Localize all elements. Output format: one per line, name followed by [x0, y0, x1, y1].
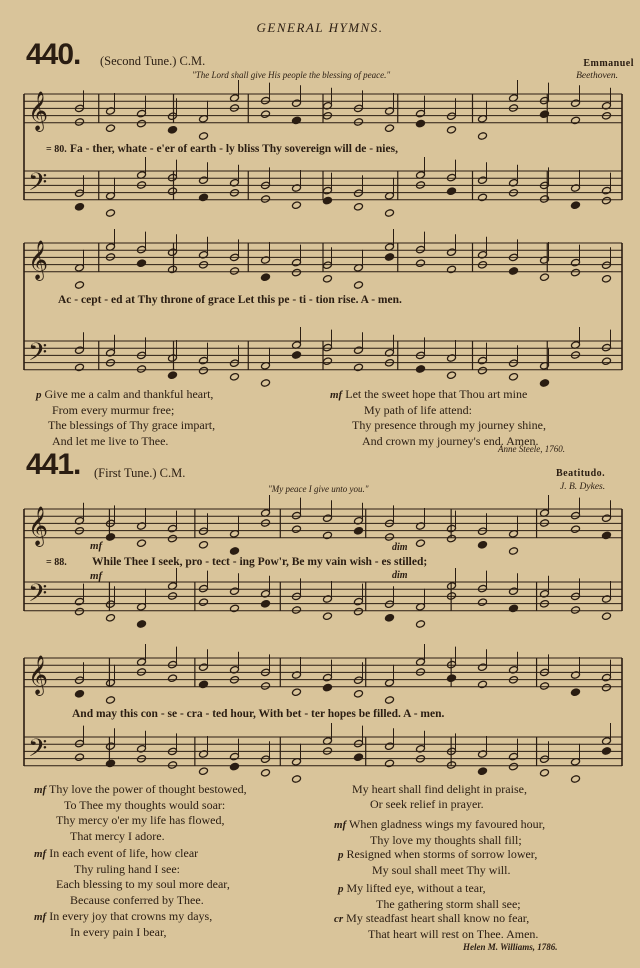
note-head	[261, 682, 271, 691]
note-head	[199, 193, 209, 202]
verse-line: Because conferred by Thee.	[70, 892, 204, 907]
verse-line: Give me a calm and thankful heart,	[44, 387, 214, 401]
note-head	[416, 119, 426, 128]
treble-clef: 𝄞	[28, 655, 49, 695]
verse-block	[334, 911, 538, 942]
dynamic-mark: mf	[90, 570, 103, 582]
verse-line: In every joy that crowns my days,	[49, 909, 213, 923]
dynamic-mark: mf	[334, 819, 347, 831]
note-head	[106, 696, 116, 705]
note-head	[571, 268, 581, 277]
note-head	[75, 189, 85, 198]
verse-block	[34, 909, 212, 940]
note-head	[354, 676, 364, 685]
scripture-quote: "The Lord shall give His people the blessing of peace."	[192, 70, 391, 80]
hymn-number: 441.	[26, 448, 81, 481]
note-head	[354, 346, 364, 355]
note-head	[75, 203, 85, 212]
verse-line: My path of life attend:	[364, 403, 472, 418]
note-head	[199, 584, 209, 593]
note-head	[540, 96, 550, 105]
verse-block	[330, 387, 546, 449]
dynamic-mark: mf	[330, 389, 343, 401]
note-head	[602, 343, 612, 352]
note-head	[292, 688, 302, 697]
bass-clef: 𝄢	[28, 734, 48, 769]
note-head	[106, 533, 116, 542]
note-head	[323, 612, 333, 621]
note-head	[261, 96, 271, 105]
composer: Beethoven.	[576, 71, 618, 81]
note-head	[602, 683, 612, 692]
note-head	[571, 201, 581, 210]
verse-line: That heart will rest on Thee. Amen.	[368, 927, 539, 942]
note-head	[292, 606, 302, 615]
note-head	[137, 259, 147, 268]
note-head	[261, 195, 271, 204]
note-head	[230, 267, 240, 276]
note-head	[385, 742, 395, 751]
verse-line: Resigned when storms of sorrow lower,	[346, 847, 538, 861]
note-head	[168, 173, 178, 182]
note-head	[137, 539, 147, 548]
note-head	[571, 258, 581, 267]
note-head	[292, 525, 302, 534]
note-head	[75, 363, 85, 372]
verse-line: My heart shall find delight in praise,	[352, 782, 527, 796]
note-head	[323, 343, 333, 352]
note-head	[230, 373, 240, 382]
verse-block	[334, 782, 527, 812]
verse-line: Let the sweet hope that Thou art mine	[345, 387, 528, 401]
note-head	[199, 680, 209, 689]
verse-line: Thy love the power of thought bestowed,	[49, 782, 247, 796]
note-head	[261, 769, 271, 778]
note-head	[323, 673, 333, 682]
verse-line: When gladness wings my favoured hour,	[349, 817, 546, 831]
verse-line: My lifted eye, without a tear,	[346, 881, 486, 895]
hymn-number: 440.	[26, 38, 81, 71]
note-head	[199, 132, 209, 141]
note-head	[292, 201, 302, 210]
treble-clef: 𝄞	[28, 506, 49, 546]
note-head	[199, 176, 209, 185]
note-head	[478, 541, 488, 550]
note-head	[540, 195, 550, 204]
note-head	[571, 525, 581, 534]
note-head	[571, 606, 581, 615]
note-head	[571, 116, 581, 125]
verse-line: Each blessing to my soul more dear,	[56, 877, 230, 892]
note-head	[416, 365, 426, 374]
note-head	[137, 109, 147, 118]
note-head	[354, 118, 364, 127]
verse-line: That mercy I adore.	[70, 828, 165, 843]
note-head	[354, 690, 364, 699]
dynamic-mark: dim	[392, 542, 408, 553]
note-head	[540, 110, 550, 119]
note-head	[292, 351, 302, 360]
note-head	[385, 614, 395, 623]
verse-block	[34, 846, 230, 908]
note-head	[354, 203, 364, 212]
note-head	[75, 676, 85, 685]
note-head	[168, 660, 178, 669]
note-head	[230, 359, 240, 368]
note-head	[75, 346, 85, 355]
note-head	[168, 187, 178, 196]
note-head	[323, 196, 333, 205]
note-head	[385, 696, 395, 705]
note-head	[354, 189, 364, 198]
note-head	[416, 539, 426, 548]
note-head	[199, 527, 209, 536]
note-head	[571, 511, 581, 520]
note-head	[447, 173, 457, 182]
note-head	[602, 612, 612, 621]
lyric-line: Fa - ther, whate - e'er of earth - ly bliss Thy sovereign will de - nies,	[70, 143, 398, 155]
lyric-line: And may this con - se - cra - ted hour, With bet - ter hopes be filled. A - men.	[72, 708, 445, 720]
note-head	[75, 281, 85, 290]
note-head	[416, 245, 426, 254]
note-head	[75, 739, 85, 748]
note-head	[292, 775, 302, 784]
note-head	[602, 275, 612, 284]
note-head	[447, 371, 457, 380]
note-head	[602, 531, 612, 540]
note-head	[540, 682, 550, 691]
note-head	[261, 379, 271, 388]
verse-line: The blessings of Thy grace impart,	[48, 418, 216, 433]
verse-line: Thy presence through my journey shine,	[352, 418, 546, 433]
verse-line: Thy mercy o'er my life has flowed,	[56, 813, 225, 828]
note-head	[199, 598, 209, 607]
note-head	[199, 366, 209, 375]
note-head	[602, 261, 612, 270]
note-head	[509, 587, 519, 596]
note-head	[261, 110, 271, 119]
tune-label: (Second Tune.) C.M.	[100, 54, 206, 68]
note-head	[168, 761, 178, 770]
note-head	[540, 379, 550, 388]
note-head	[323, 275, 333, 284]
note-head	[75, 753, 85, 762]
note-head	[478, 176, 488, 185]
note-head	[261, 600, 271, 609]
verse-block	[338, 847, 537, 878]
note-head	[168, 112, 178, 121]
note-head	[540, 755, 550, 764]
note-head	[509, 752, 519, 761]
note-head	[292, 511, 302, 520]
note-head	[323, 683, 333, 692]
verse-line: To Thee my thoughts would soar:	[64, 798, 226, 813]
tune-name: Emmanuel	[583, 58, 634, 69]
note-head	[137, 620, 147, 629]
note-head	[509, 762, 519, 771]
dynamic-mark: cr	[334, 913, 344, 925]
verse-block	[338, 881, 521, 912]
note-head	[509, 604, 519, 613]
dynamic-mark: dim	[392, 570, 408, 581]
note-head	[478, 680, 488, 689]
lyric-line: Ac - cept - ed at Thy throne of grace Let this pe - ti - tion rise. A - men.	[58, 294, 402, 306]
note-head	[354, 597, 364, 606]
scripture-quote: "My peace I give unto you."	[268, 484, 369, 494]
note-head	[354, 281, 364, 290]
note-head	[447, 112, 457, 121]
note-head	[478, 663, 488, 672]
note-head	[602, 673, 612, 682]
author-credit: Helen M. Williams, 1786.	[463, 942, 558, 952]
dynamic-mark: mf	[34, 911, 47, 923]
note-head	[354, 607, 364, 616]
note-head	[199, 541, 209, 550]
note-head	[385, 759, 395, 768]
note-head	[106, 124, 116, 133]
note-head	[571, 775, 581, 784]
note-head	[323, 261, 333, 270]
bass-clef: 𝄢	[28, 579, 48, 614]
note-head	[292, 258, 302, 267]
note-head	[509, 267, 519, 276]
note-head	[354, 527, 364, 536]
note-head	[199, 663, 209, 672]
note-head	[447, 126, 457, 135]
note-head	[354, 363, 364, 372]
note-head	[602, 196, 612, 205]
note-head	[602, 186, 612, 195]
note-head	[602, 357, 612, 366]
note-head	[168, 248, 178, 257]
verse-line: Thy love my thoughts shall fill;	[370, 833, 522, 848]
verse-line: In each event of life, how clear	[49, 846, 199, 860]
bass-clef: 𝄢	[28, 168, 48, 203]
author-credit: Anne Steele, 1760.	[498, 444, 565, 454]
note-head	[478, 767, 488, 776]
note-head	[447, 248, 457, 257]
note-head	[509, 373, 519, 382]
note-head	[137, 119, 147, 128]
note-head	[447, 265, 457, 274]
note-head	[168, 371, 178, 380]
note-head	[292, 99, 302, 108]
note-head	[106, 614, 116, 623]
note-head	[478, 366, 488, 375]
dynamic-mark: p	[338, 883, 344, 895]
note-head	[168, 126, 178, 135]
dynamic-mark: p	[338, 849, 344, 861]
note-head	[323, 531, 333, 540]
tune-label: (First Tune.) C.M.	[94, 466, 186, 480]
note-head	[261, 755, 271, 764]
note-head	[571, 688, 581, 697]
note-head	[416, 259, 426, 268]
tempo-mark: = 88.	[46, 557, 67, 568]
note-head	[540, 273, 550, 282]
note-head	[571, 99, 581, 108]
note-head	[75, 607, 85, 616]
note-head	[447, 187, 457, 196]
note-head	[106, 209, 116, 218]
note-head	[168, 674, 178, 683]
note-head	[447, 674, 457, 683]
note-head	[323, 514, 333, 523]
note-head	[199, 767, 209, 776]
verse-line: And crown my journey's end. Amen.	[362, 433, 539, 448]
note-head	[354, 753, 364, 762]
note-head	[292, 268, 302, 277]
verse-block	[36, 387, 215, 449]
note-head	[230, 762, 240, 771]
note-head	[478, 193, 488, 202]
note-head	[323, 186, 333, 195]
note-head	[106, 600, 116, 609]
note-head	[540, 769, 550, 778]
note-head	[168, 534, 178, 543]
note-head	[168, 265, 178, 274]
note-head	[385, 253, 395, 262]
note-head	[602, 514, 612, 523]
note-head	[354, 739, 364, 748]
verse-line: My steadfast heart shall know no fear,	[346, 911, 530, 925]
verse-block	[34, 782, 247, 844]
note-head	[168, 524, 178, 533]
note-head	[323, 357, 333, 366]
verse-line: The gathering storm shall see;	[376, 897, 521, 912]
note-head	[75, 118, 85, 127]
note-head	[106, 742, 116, 751]
verse-line: Or seek relief in prayer.	[370, 797, 484, 812]
tempo-mark: = 80.	[46, 144, 67, 155]
dynamic-mark: p	[36, 389, 42, 401]
note-head	[509, 547, 519, 556]
note-head	[385, 124, 395, 133]
note-head	[478, 132, 488, 141]
note-head	[385, 209, 395, 218]
verse-line: From every murmur free;	[52, 403, 175, 418]
note-head	[75, 597, 85, 606]
verse-line: Thy ruling hand I see:	[74, 862, 180, 877]
note-head	[230, 587, 240, 596]
tune-name: Beatitudo.	[556, 468, 606, 479]
note-head	[416, 109, 426, 118]
note-head	[261, 273, 271, 282]
note-head	[385, 533, 395, 542]
note-head	[385, 600, 395, 609]
note-head	[447, 534, 457, 543]
verse-block	[334, 817, 545, 848]
dynamic-mark: mf	[34, 784, 47, 796]
lyric-line: While Thee I seek, pro - tect - ing Pow'r, Be my vain wish - es stilled;	[92, 556, 428, 568]
verse-line: And let me live to Thee.	[52, 433, 169, 448]
note-head	[137, 245, 147, 254]
composer: J. B. Dykes.	[560, 482, 606, 492]
dynamic-mark: mf	[90, 540, 103, 552]
bass-clef: 𝄢	[28, 338, 48, 373]
note-head	[509, 359, 519, 368]
note-head	[230, 604, 240, 613]
note-head	[75, 690, 85, 699]
treble-clef: 𝄞	[28, 240, 49, 280]
treble-clef: 𝄞	[28, 91, 49, 131]
running-header: GENERAL HYMNS.	[256, 20, 384, 35]
note-head	[478, 356, 488, 365]
note-head	[137, 365, 147, 374]
note-head	[106, 759, 116, 768]
note-head	[478, 598, 488, 607]
note-head	[199, 356, 209, 365]
note-head	[230, 547, 240, 556]
note-head	[478, 527, 488, 536]
note-head	[602, 747, 612, 756]
verse-line: In every pain I bear,	[70, 925, 167, 940]
note-head	[478, 584, 488, 593]
dynamic-mark: mf	[34, 848, 47, 860]
note-head	[230, 752, 240, 761]
note-head	[416, 620, 426, 629]
note-head	[292, 116, 302, 125]
verse-line: My soul shall meet Thy will.	[372, 863, 511, 878]
